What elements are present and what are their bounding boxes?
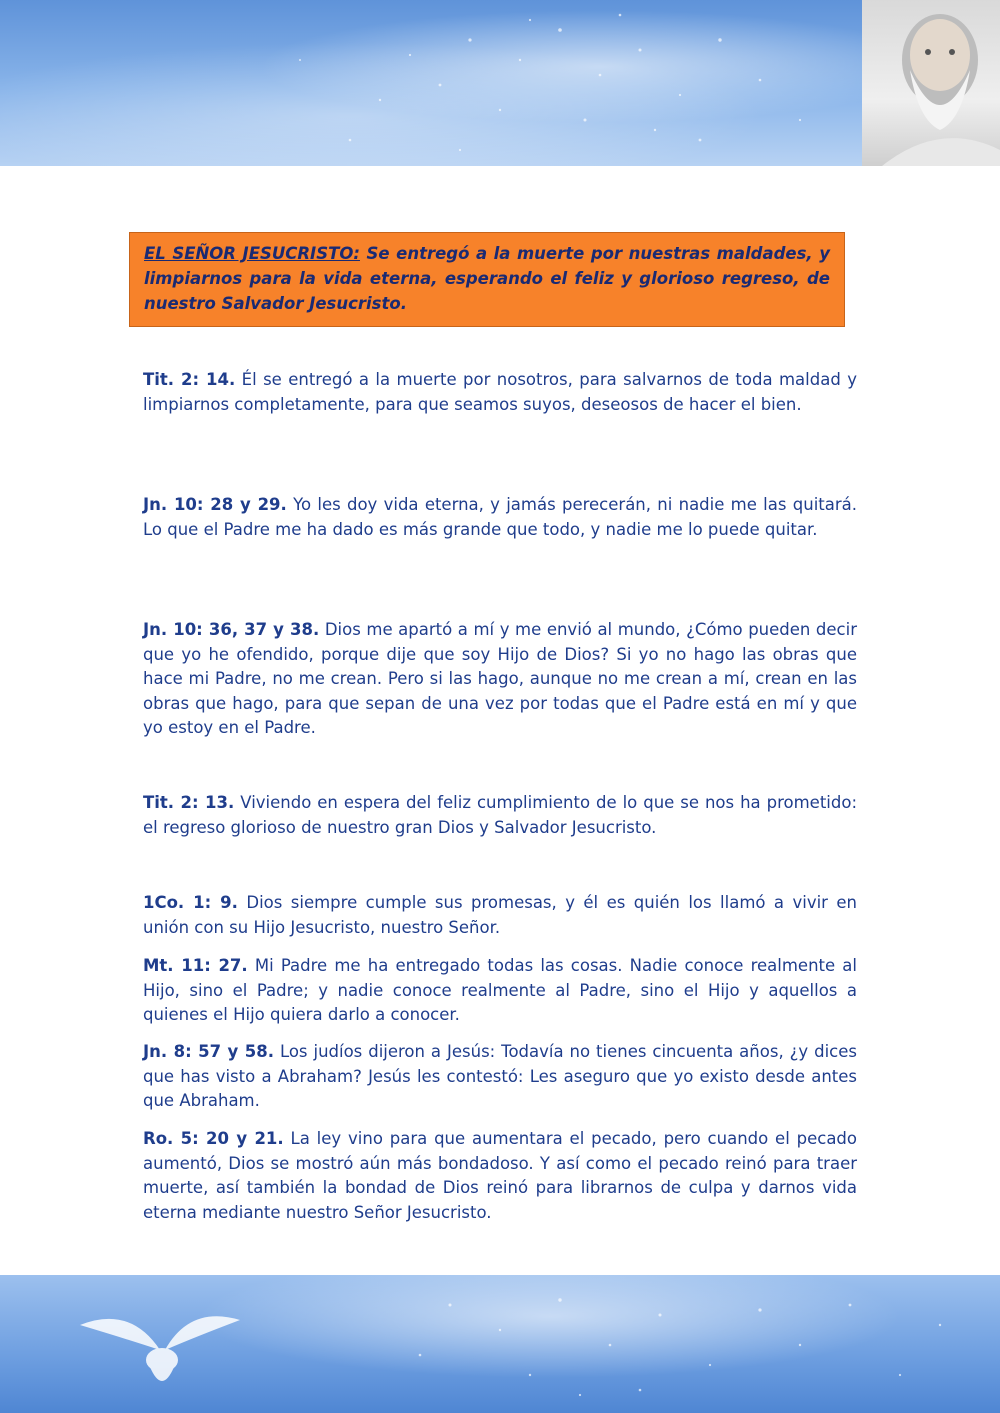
sky-sparkles xyxy=(0,0,1000,166)
verse-text: Yo les doy vida eterna, y jamás perecerán, ni nadie me las quitará. Lo que el Padre me ha dado es más grande que todo, y nadie me lo puede quitar. xyxy=(143,495,857,539)
verse-paragraph xyxy=(143,493,857,542)
verse-text: Los judíos dijeron a Jesús: Todavía no tienes cincuenta años, ¿y dices que has visto a Abraham? Jesús les contestó: Les aseguro que yo existo desde antes que Abraham. xyxy=(143,1042,857,1110)
verse-text: Él se entregó a la muerte por nosotros, para salvarnos de toda maldad y limpiarnos completamente, para que seamos suyos, deseosos de hacer el bien. xyxy=(143,370,857,414)
footer-banner xyxy=(0,1275,1000,1413)
verse-reference: Jn. 10: 36, 37 y 38. xyxy=(143,620,320,639)
verse-text: Mi Padre me ha entregado todas las cosas. Nadie conoce realmente al Hijo, sino el Padre; y nadie conoce realmente al Padre, sino el Hijo y aquellos a quienes el Hijo quiera darlo a conocer. xyxy=(143,956,858,1024)
verse-reference: 1Co. 1: 9. xyxy=(143,893,238,912)
callout-text: Se entregó a la muerte por nuestras maldades, y limpiarnos para la vida eterna, esperando el feliz y glorioso regreso, de nuestro Salvador Jesucristo. xyxy=(144,244,830,313)
verse-text: Viviendo en espera del feliz cumplimiento de lo que se nos ha prometido: el regreso glorioso de nuestro gran Dios y Salvador Jesucristo. xyxy=(143,793,857,837)
verse-paragraph xyxy=(143,1040,857,1114)
callout-box xyxy=(129,232,845,327)
verse-reference: Ro. 5: 20 y 21. xyxy=(143,1129,284,1148)
verse-reference: Tit. 2: 13. xyxy=(143,793,235,812)
portrait-icon xyxy=(862,0,1000,166)
verse-paragraph xyxy=(143,954,857,1028)
verse-text: Dios me apartó a mí y me envió al mundo, ¿Cómo pueden decir que yo he ofendido, porque dije que soy Hijo de Dios? Si yo no hago las obras que hace mi Padre, no me crean. Pero si las hago, aunque no me crean a mí, crean en las obras que hago, para que sepan de una vez por todas que el Padre está en mí y que yo estoy en el Padre. xyxy=(143,620,857,737)
verse-paragraph xyxy=(143,891,857,940)
verse-text: Dios siempre cumple sus promesas, y él es quién los llamó a vivir en unión con su Hijo Jesucristo, nuestro Señor. xyxy=(143,893,858,937)
callout-heading: EL SEÑOR JESUCRISTO: xyxy=(144,244,360,263)
verse-paragraph xyxy=(143,1127,857,1225)
header-banner xyxy=(0,0,1000,166)
verse-reference: Jn. 10: 28 y 29. xyxy=(143,495,287,514)
verse-reference: Tit. 2: 14. xyxy=(143,370,236,389)
verse-reference: Jn. 8: 57 y 58. xyxy=(143,1042,274,1061)
bearded-man-portrait xyxy=(862,0,1000,166)
dove-icon xyxy=(70,1305,250,1395)
verse-paragraph xyxy=(143,618,857,741)
verse-paragraph xyxy=(143,791,857,840)
verse-reference: Mt. 11: 27. xyxy=(143,956,248,975)
verse-text: La ley vino para que aumentara el pecado, pero cuando el pecado aumentó, Dios se mostró aún más bondadoso. Y así como el pecado reinó para traer muerte, así también la bondad de Dios reinó para librarnos de culpa y darnos vida eterna mediante nuestro Señor Jesucristo. xyxy=(143,1129,858,1222)
verse-paragraph xyxy=(143,368,857,417)
